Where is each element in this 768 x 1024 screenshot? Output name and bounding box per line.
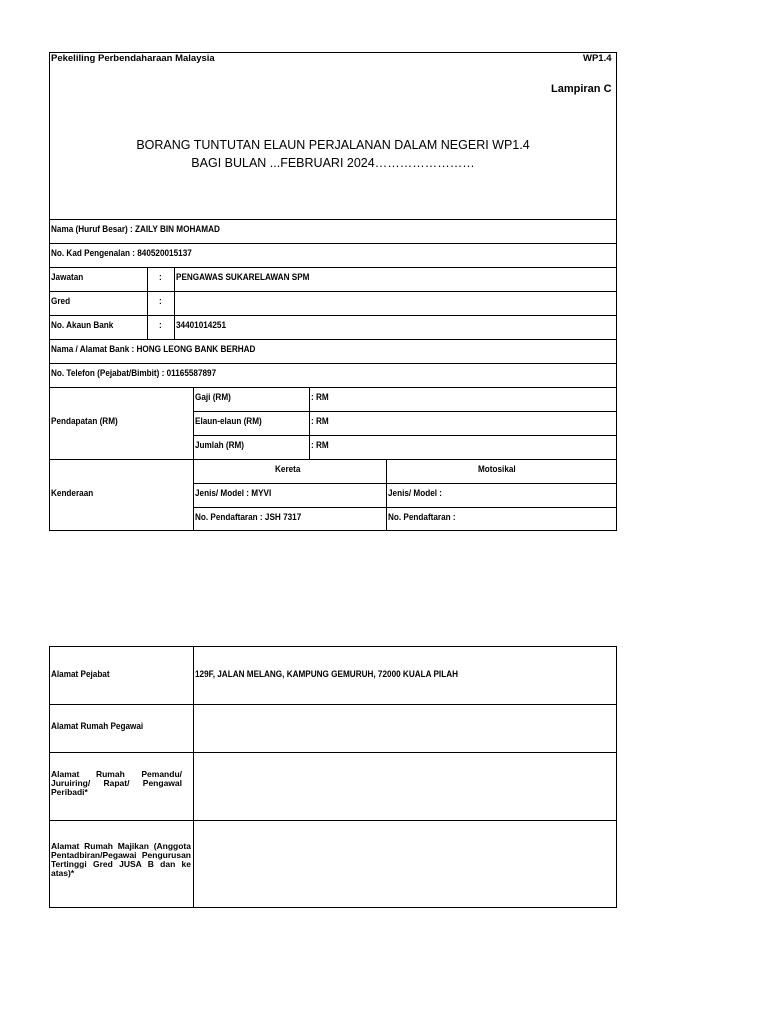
alamat-pemandu-label: Alamat Rumah Pemandu/ Juruiring/ Rapat/ Pengawal Peribadi* [51,769,182,797]
jawatan-label: Jawatan [51,272,84,283]
form-title: BORANG TUNTUTAN ELAUN PERJALANAN DALAM NEGERI WP1.4 [136,138,530,152]
kenderaan-label: Kenderaan [51,488,94,499]
kereta-pendaftaran: No. Pendaftaran : JSH 7317 [195,512,302,523]
kereta-model: Jenis/ Model : MYVI [195,488,272,499]
alamat-pejabat-label: Alamat Pejabat [51,669,110,680]
row-divider [49,387,617,388]
elaun-label: Elaun-elaun (RM) [195,416,262,427]
akaun-label: No. Akaun Bank [51,320,114,331]
motosikal-model: Jenis/ Model : [388,488,443,499]
gred-label: Gred [51,296,71,307]
akaun-colon: : [159,320,162,331]
appendix-label: Lampiran C [551,83,612,95]
col-divider [386,459,387,531]
motosikal-header: Motosikal [478,464,516,475]
border [49,907,617,908]
alamat-rumah-label: Alamat Rumah Pegawai [51,721,144,732]
border [616,646,617,908]
kad-pengenalan-field: No. Kad Pengenalan : 840520015137 [51,248,192,259]
alamat-pejabat-value: 129F, JALAN MELANG, KAMPUNG GEMURUH, 72000 KUALA PILAH [195,669,458,680]
row-divider [49,315,617,316]
gaji-label: Gaji (RM) [195,392,231,403]
row-divider [49,219,617,220]
col-divider [193,387,194,531]
row-divider [193,435,617,436]
row-divider [193,483,617,484]
jawatan-value: PENGAWAS SUKARELAWAN SPM [176,272,310,283]
gred-colon: : [159,296,162,307]
row-divider [49,704,617,705]
elaun-value: : RM [311,416,329,427]
row-divider [49,363,617,364]
pendapatan-label: Pendapatan (RM) [51,416,118,427]
row-divider [49,267,617,268]
row-divider [49,752,617,753]
jumlah-value: : RM [311,440,329,451]
col-divider [193,646,194,908]
row-divider [49,243,617,244]
border [49,646,50,908]
jawatan-colon: : [159,272,162,283]
row-divider [49,459,617,460]
border [49,646,617,647]
row-divider [193,411,617,412]
col-divider [309,387,310,459]
nama-field: Nama (Huruf Besar) : ZAILY BIN MOHAMAD [51,224,220,235]
jumlah-label: Jumlah (RM) [195,440,245,451]
alamat-majikan-label: Alamat Rumah Majikan (Anggota Pentadbiran/Pegawai Pengurusan Tertinggi Gred JUSA B dan ke atas)* [51,841,191,878]
border [49,530,617,531]
telefon-field: No. Telefon (Pejabat/Bimbit) : 01165587897 [51,368,217,379]
form-code: WP1.4 [583,53,612,64]
gaji-value: : RM [311,392,329,403]
circular-reference: Pekeliling Perbendaharaan Malaysia [51,53,215,64]
col-divider [174,267,175,339]
bank-field: Nama / Alamat Bank : HONG LEONG BANK BERHAD [51,344,256,355]
row-divider [49,291,617,292]
col-divider [147,267,148,339]
akaun-value: 34401014251 [176,320,226,331]
motosikal-pendaftaran: No. Pendaftaran : [388,512,456,523]
row-divider [193,507,617,508]
form-title-month: BAGI BULAN ...FEBRUARI 2024…………………… [191,156,475,170]
row-divider [49,820,617,821]
kereta-header: Kereta [275,464,301,475]
row-divider [49,339,617,340]
